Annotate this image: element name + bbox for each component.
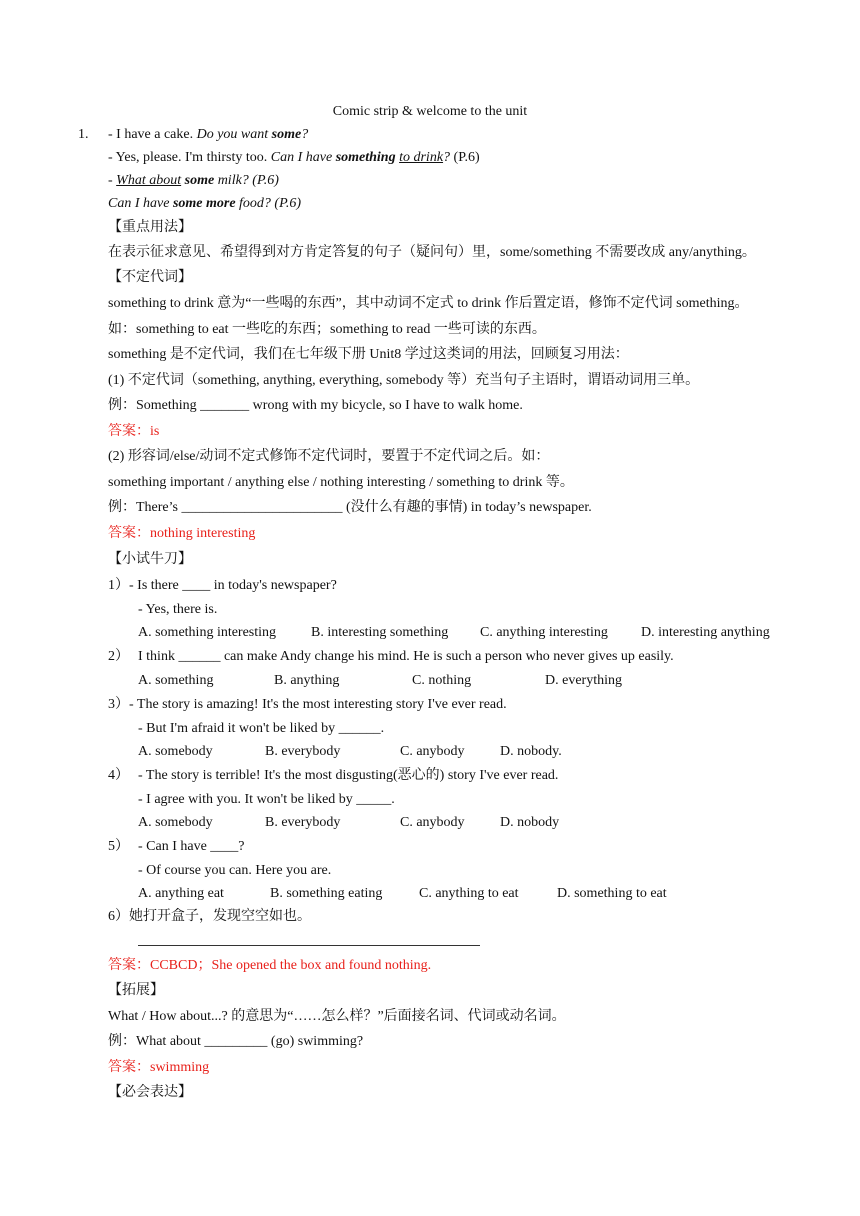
answer-text: 答案：is <box>108 424 160 439</box>
question-1-option-b: B. interesting something <box>311 625 449 640</box>
indef-line: something important / anything else / nothing interesting / something to drink 等。 <box>108 475 574 490</box>
question-5-option-c: C. anything to eat <box>419 886 519 901</box>
section-heading-key-usage: 【重点用法】 <box>108 220 192 235</box>
question-3-stem: 3）- The story is amazing! It's the most interesting story I've ever read. <box>108 697 507 712</box>
question-2-option-b: B. anything <box>274 673 340 688</box>
question-1-option-a: A. something interesting <box>138 625 277 640</box>
dialogue-line-2: - Yes, please. I'm thirsty too. Can I have something to drink? (P.6) <box>108 150 480 165</box>
question-5-stem: - Can I have ____? <box>138 839 245 854</box>
question-2-number: 2） <box>108 649 129 664</box>
extension-example: 例：What about _________ (go) swimming? <box>108 1034 364 1049</box>
question-3-option-b: B. everybody <box>265 744 341 759</box>
question-5-option-b: B. something eating <box>270 886 383 901</box>
question-4-number: 4） <box>108 768 129 783</box>
question-5-option-d: D. something to eat <box>557 886 667 901</box>
answer-text: 答案：CCBCD；She opened the box and found nothing. <box>108 958 432 973</box>
question-4-option-c: C. anybody <box>400 815 465 830</box>
extension-text: What / How about...? 的意思为“……怎么样？”后面接名词、代词或动名词。 <box>108 1009 566 1024</box>
answer-text: 答案：swimming <box>108 1060 210 1075</box>
indef-example: 例：There’s _______________________ (没什么有趣的事情) in today’s newspaper. <box>108 500 592 515</box>
question-5-option-a: A. anything eat <box>138 886 224 901</box>
question-3-option-d: D. nobody. <box>500 744 562 759</box>
indef-example: 例：Something _______ wrong with my bicycle, so I have to walk home. <box>108 398 523 413</box>
question-4-option-d: D. nobody <box>500 815 560 830</box>
section-heading-practice: 【小试牛刀】 <box>108 552 192 567</box>
indef-line: (2) 形容词/else/动词不定式修饰不定代词时，要置于不定代词之后。如： <box>108 449 550 464</box>
question-1-option-c: C. anything interesting <box>480 625 608 640</box>
dialogue-line-1: - I have a cake. Do you want some? <box>108 127 309 142</box>
question-4-stem: - The story is terrible! It's the most disgusting(恶心的) story I've ever read. <box>138 768 559 783</box>
question-6-stem: 6）她打开盒子，发现空空如也。 <box>108 909 311 924</box>
dialogue-line-3: - What about some milk? (P.6) <box>108 173 279 188</box>
dialogue-line-4: Can I have some more food? (P.6) <box>108 196 302 211</box>
question-1-stem: 1）- Is there ____ in today's newspaper? <box>108 578 337 593</box>
question-3-option-c: C. anybody <box>400 744 465 759</box>
question-2-stem: I think ______ can make Andy change his mind. He is such a person who never gives up easily. <box>138 649 674 664</box>
page-title: Comic strip & welcome to the unit <box>332 104 528 119</box>
question-1-reply: - Yes, there is. <box>138 602 218 617</box>
question-5-reply: - Of course you can. Here you are. <box>138 863 332 878</box>
indef-line: 如：something to eat 一些吃的东西；something to read 一些可读的东西。 <box>108 322 546 337</box>
section-heading-extension: 【拓展】 <box>108 983 164 998</box>
key-usage-text: 在表示征求意见、希望得到对方肯定答复的句子（疑问句）里，some/something 不需要改成 any/anything。 <box>108 245 756 260</box>
answer-text: 答案：nothing interesting <box>108 526 256 541</box>
section-heading-indefinite-pronouns: 【不定代词】 <box>108 270 192 285</box>
question-4-option-a: A. somebody <box>138 815 213 830</box>
question-3-option-a: A. somebody <box>138 744 213 759</box>
item-number: 1. <box>78 127 89 142</box>
question-3-reply: - But I'm afraid it won't be liked by ______. <box>138 721 385 736</box>
indef-line: something 是不定代词，我们在七年级下册 Unit8 学过这类词的用法，回顾复习用法： <box>108 347 629 362</box>
question-1-option-d: D. interesting anything <box>641 625 770 640</box>
question-4-option-b: B. everybody <box>265 815 341 830</box>
question-2-option-d: D. everything <box>545 673 622 688</box>
section-heading-must-know: 【必会表达】 <box>108 1085 192 1100</box>
indef-line: something to drink 意为“一些喝的东西”，其中动词不定式 to drink 作后置定语，修饰不定代词 something。 <box>108 296 749 311</box>
indef-line: (1) 不定代词（something, anything, everything, somebody 等）充当句子主语时，谓语动词用三单。 <box>108 373 700 388</box>
question-4-reply: - I agree with you. It won't be liked by _____. <box>138 792 395 807</box>
question-5-number: 5） <box>108 839 129 854</box>
answer-blank-line <box>138 945 480 946</box>
question-2-option-c: C. nothing <box>412 673 472 688</box>
question-2-option-a: A. something <box>138 673 214 688</box>
